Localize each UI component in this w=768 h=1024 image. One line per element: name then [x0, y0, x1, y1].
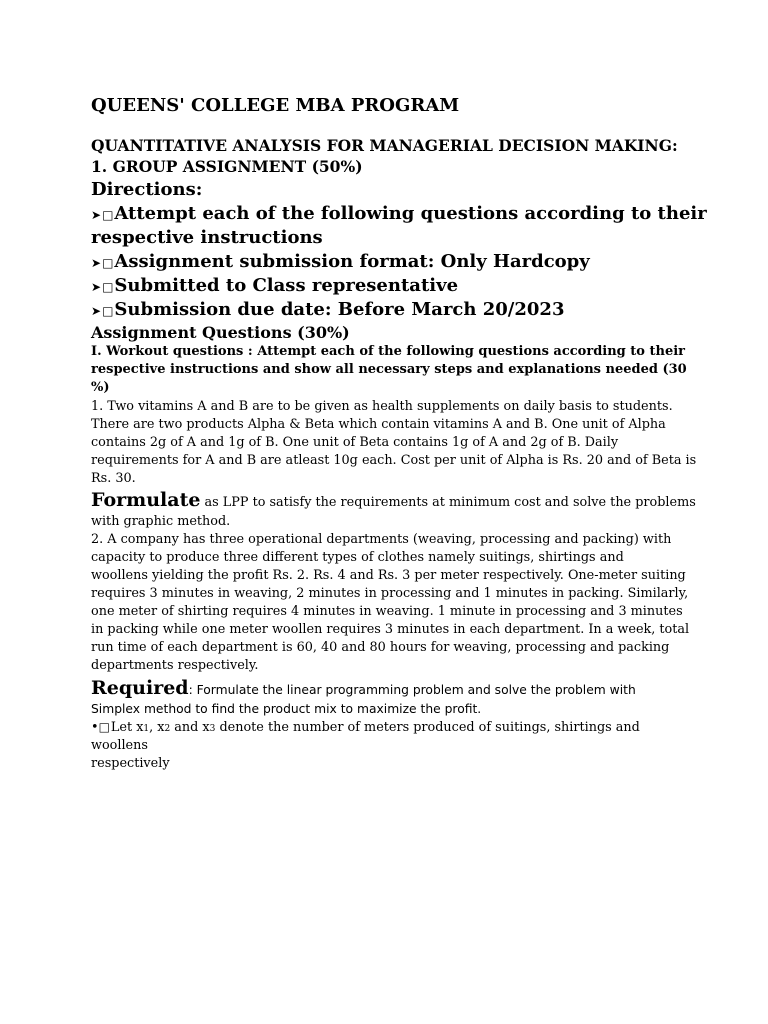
let-text: Let x: [110, 720, 144, 735]
arrow-bullet-icon: ➤: [91, 256, 102, 270]
question-1-line: There are two products Alpha & Beta which contain vitamins A and B. One unit of Alpha: [91, 417, 666, 432]
question-2-line: in packing while one meter woollen requires 3 minutes in each department. In a week, total: [91, 622, 690, 637]
question-1-line: requirements for A and B are atleast 10g each. Cost per unit of Alpha is Rs. 20 and of Beta is: [91, 453, 697, 468]
direction-text: Submission due date: Before March 20/2023: [114, 299, 565, 320]
required-line: [91, 677, 636, 699]
missing-glyph-icon: □: [98, 720, 110, 734]
workout-intro-line: I. Workout questions : Attempt each of the following questions according to their: [91, 344, 686, 359]
missing-glyph-icon: □: [102, 256, 114, 270]
question-2-line: run time of each department is 60, 40 and 80 hours for weaving, processing and packing: [91, 640, 670, 655]
missing-glyph-icon: □: [102, 208, 114, 222]
questions-heading: Assignment Questions (30%): [91, 323, 350, 342]
subscript: 3: [209, 724, 216, 734]
workout-intro-line: respective instructions and show all necessary steps and explanations needed (30: [91, 362, 687, 377]
required-text: : Formulate the linear programming problem and solve the problem with: [188, 683, 636, 697]
let-line-2: woollens: [91, 738, 148, 753]
direction-text: Attempt each of the following questions according to their: [114, 203, 707, 224]
formulate-line-2: with graphic method.: [91, 514, 231, 529]
formulate-keyword: Formulate: [91, 489, 201, 511]
direction-text: Assignment submission format: Only Hardcopy: [114, 251, 590, 272]
direction-item: [91, 275, 458, 296]
arrow-bullet-icon: ➤: [91, 280, 102, 294]
direction-item: [91, 251, 590, 272]
formulate-text: as LPP to satisfy the requirements at minimum cost and solve the problems: [200, 495, 696, 510]
arrow-bullet-icon: ➤: [91, 304, 102, 318]
directions-heading: Directions:: [91, 179, 203, 200]
subscript: 2: [164, 724, 171, 734]
question-1-line: 1. Two vitamins A and B are to be given as health supplements on daily basis to students.: [91, 399, 673, 414]
missing-glyph-icon: □: [102, 304, 114, 318]
let-text: denote the number of meters produced of suitings, shirtings and: [215, 720, 640, 735]
direction-text: Submitted to Class representative: [114, 275, 459, 296]
question-1-line: contains 2g of A and 1g of B. One unit of Beta contains 1g of A and 2g of B. Daily: [91, 435, 619, 450]
formulate-line: [91, 489, 696, 511]
let-text: and x: [170, 720, 210, 735]
required-keyword: Required: [91, 677, 189, 699]
missing-glyph-icon: □: [102, 280, 114, 294]
arrow-bullet-icon: ➤: [91, 208, 102, 222]
assignment-title: 1. GROUP ASSIGNMENT (50%): [91, 157, 363, 176]
required-line-2: Simplex method to find the product mix to maximize the profit.: [91, 702, 482, 716]
let-line-3: respectively: [91, 756, 170, 771]
question-2-line: requires 3 minutes in weaving, 2 minutes in processing and 1 minutes in packing. Similarly,: [91, 586, 689, 601]
question-2-line: one meter of shirting requires 4 minutes in weaving. 1 minute in processing and 3 minutes: [91, 604, 683, 619]
direction-item-continued: respective instructions: [91, 227, 323, 248]
subscript: 1: [143, 724, 150, 734]
document-title: QUEENS' COLLEGE MBA PROGRAM: [91, 95, 460, 116]
question-2-line: woollens yielding the profit Rs. 2. Rs. 4 and Rs. 3 per meter respectively. One-meter suiting: [91, 568, 686, 583]
question-2-line: departments respectively.: [91, 658, 259, 673]
let-text: , x: [149, 720, 165, 735]
dot-bullet-icon: •: [91, 720, 99, 735]
workout-intro-line: %): [91, 380, 110, 395]
question-2-line: capacity to produce three different types of clothes namely suitings, shirtings and: [91, 550, 624, 565]
direction-item: [91, 299, 564, 320]
let-line: [91, 720, 640, 735]
direction-item: [91, 203, 707, 224]
question-1-line: Rs. 30.: [91, 471, 136, 486]
question-2-line: 2. A company has three operational departments (weaving, processing and packing) with: [91, 532, 672, 547]
course-title: QUANTITATIVE ANALYSIS FOR MANAGERIAL DECISION MAKING:: [91, 136, 678, 155]
